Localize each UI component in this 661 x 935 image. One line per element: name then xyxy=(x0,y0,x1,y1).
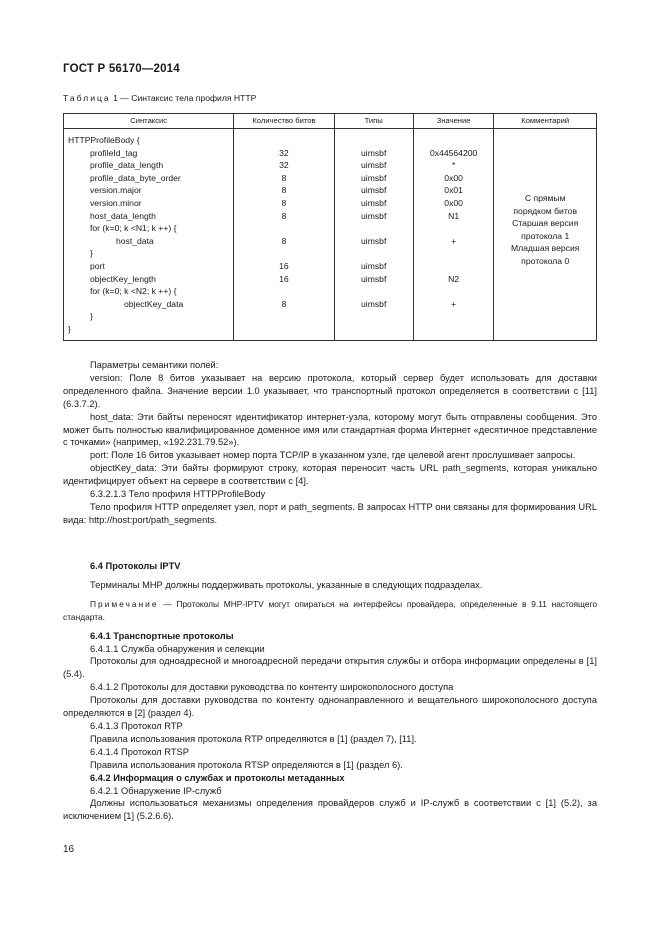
semantics-section xyxy=(63,359,597,527)
type-value: uimsbf xyxy=(361,235,387,246)
paragraph: Терминалы МНР должны поддерживать протоколы, указанные в следующих подразделах. xyxy=(90,579,483,590)
paragraph: Должны использоваться механизмы определения провайдеров служб и IP-служб в соответствии с [1] (5.2), за исключением [1] (5.2.6.6). xyxy=(63,798,597,822)
comment-line: протокола 0 xyxy=(521,255,570,266)
field-value: N1 xyxy=(448,210,460,221)
field-value: N2 xyxy=(448,273,460,284)
note xyxy=(63,598,597,624)
paragraph: Параметры семантики полей: xyxy=(90,360,219,370)
type-value: uimsbf xyxy=(361,273,387,284)
field-value xyxy=(414,260,494,273)
type-value xyxy=(335,323,413,336)
type-value: uimsbf xyxy=(361,260,387,271)
syntax-line: } xyxy=(90,311,93,322)
table-header-row xyxy=(64,114,597,129)
field-value xyxy=(414,247,494,260)
field-value: + xyxy=(451,235,457,246)
column-header-types: Типы xyxy=(334,114,413,129)
table-body-row xyxy=(64,129,597,341)
syntax-line: port xyxy=(90,260,105,271)
bits-value xyxy=(234,285,333,298)
subsection-heading: 6.4.1.2 Протоколы для доставки руководства по контенту широкополосного доступа xyxy=(90,682,454,693)
type-value: uimsbf xyxy=(361,298,387,309)
paragraph: Правила использования протокола RTSP определяются в [1] (раздел 6). xyxy=(90,759,403,770)
syntax-line: for (k=0; k <N1; k ++) { xyxy=(90,223,177,234)
type-value xyxy=(335,222,413,235)
field-value: + xyxy=(451,298,457,309)
bits-cell xyxy=(234,129,334,341)
paragraph: Тело профиля HTTP определяет узел, порт и path_segments. В запросах HTTP они связаны для формирования URL вида: http://host:port/path_segments. xyxy=(63,501,597,525)
comment-line: С прямым xyxy=(524,193,566,203)
bits-value: 8 xyxy=(281,172,287,183)
type-value: uimsbf xyxy=(361,172,387,183)
syntax-line: HTTPProfileBody { xyxy=(68,135,140,145)
syntax-cell xyxy=(64,129,234,341)
bits-value xyxy=(234,222,333,235)
comment-cell xyxy=(494,129,597,341)
type-value xyxy=(335,310,413,323)
section-heading: 6.4.1 Транспортные протоколы xyxy=(90,630,234,641)
note-label: Примечание xyxy=(90,598,159,609)
field-value xyxy=(414,285,494,298)
type-value xyxy=(335,285,413,298)
column-header-value: Значение xyxy=(413,114,494,129)
paragraph: objectKey_data: Эти байты формируют строку, которая переносит часть URL path_segments, которая уникально идентифицирует объект на сервере в соответствии с [4]. xyxy=(63,463,597,487)
bits-value: 8 xyxy=(281,197,287,208)
table-caption-text: 1 — Синтаксис тела профиля HTTP xyxy=(113,93,257,103)
document-header: ГОСТ Р 56170—2014 xyxy=(63,63,180,75)
iptv-section xyxy=(63,560,597,823)
syntax-line: version.major xyxy=(90,185,142,196)
field-value: 0x44564200 xyxy=(429,147,478,158)
field-value: 0x01 xyxy=(444,185,463,196)
bits-value xyxy=(234,134,333,147)
section-heading: 6.4 Протоколы IPTV xyxy=(90,561,181,571)
column-header-comment: Комментарий xyxy=(494,114,597,129)
note-text: — Протоколы МНР-IPTV могут опираться на интерфейсы провайдера, определенные в 9.11 настоящего стандарта. xyxy=(63,598,598,622)
syntax-line: objectKey_length xyxy=(90,273,156,284)
syntax-line: for (k=0; k <N2; k ++) { xyxy=(90,286,177,297)
paragraph: host_data: Эти байты переносят идентификатор интернет-узла, которому могут быть отправлены сообщения. Это может быть полностью квалифицированное доменное имя или стандартная форма Интернет «десятичное представление с точками» (например, «192.231.79.52»). xyxy=(63,411,597,448)
subsection-heading: 6.4.1.4 Протокол RTSP xyxy=(90,746,189,757)
comment-line: Младшая версия xyxy=(510,243,580,254)
types-cell xyxy=(334,129,413,341)
comment-line: порядком битов xyxy=(513,205,578,216)
syntax-line: } xyxy=(90,248,93,259)
field-value: * xyxy=(451,160,456,171)
field-value xyxy=(414,222,494,235)
subsection-heading: 6.3.2.1.3 Тело профиля HTTPProfileBody xyxy=(90,489,266,500)
bits-value xyxy=(234,247,333,260)
syntax-line: profile_data_length xyxy=(90,160,164,171)
bits-value: 8 xyxy=(281,210,287,221)
field-value xyxy=(414,134,494,147)
bits-value: 32 xyxy=(279,147,289,158)
bits-value xyxy=(234,310,333,323)
bits-value: 8 xyxy=(281,235,287,246)
type-value: uimsbf xyxy=(361,197,387,208)
bits-value: 32 xyxy=(279,160,289,171)
bits-value: 8 xyxy=(281,185,287,196)
bits-value: 16 xyxy=(279,273,289,284)
paragraph: Правила использования протокола RTP определяются в [1] (раздел 7), [11]. xyxy=(90,733,417,744)
comment-line: Старшая версия xyxy=(512,218,579,229)
syntax-line: profile_data_byte_order xyxy=(90,172,181,183)
field-value: 0x00 xyxy=(444,172,463,183)
type-value: uimsbf xyxy=(361,160,387,171)
paragraph: version: Поле 8 битов указывает на версию протокола, который сервер будет использовать для доставки определенного файла. Значение версии 1.0 указывает, что транспортный протокол определяется в соответствии с [11] (6.3.7.2). xyxy=(63,372,597,409)
syntax-line: host_data_length xyxy=(90,210,156,221)
bits-value: 16 xyxy=(279,260,289,271)
type-value xyxy=(335,134,413,147)
paragraph: Протоколы для доставки руководства по контенту однонаправленного и вещательного широкополосного доступа определяются в [2] (раздел 4). xyxy=(63,695,597,719)
comment-line: протокола 1 xyxy=(521,230,570,241)
syntax-table xyxy=(63,113,597,341)
values-cell xyxy=(413,129,494,341)
paragraph: port: Поле 16 битов указывает номер порта TCP/IP в указанном узле, где целевой агент прослушивает запросы. xyxy=(90,450,576,461)
table-caption xyxy=(63,93,256,103)
field-value xyxy=(414,323,494,336)
syntax-line: version.minor xyxy=(90,197,142,208)
syntax-line: profileId_tag xyxy=(90,147,138,158)
paragraph: Протоколы для одноадресной и многоадресной передачи открытия службы и отбора информации определены в [1] (5.4). xyxy=(63,656,597,680)
subsection-heading: 6.4.1.1 Служба обнаружения и селекции xyxy=(90,643,265,654)
table-caption-label: Таблица xyxy=(63,93,111,103)
type-value xyxy=(335,247,413,260)
bits-value xyxy=(234,323,333,336)
field-value: 0x00 xyxy=(444,197,463,208)
column-header-bits: Количество битов xyxy=(234,114,334,129)
page-number: 16 xyxy=(63,844,75,855)
subsection-heading: 6.4.1.3 Протокол RTP xyxy=(90,720,183,731)
section-heading: 6.4.2 Информация о службах и протоколы метаданных xyxy=(90,772,345,783)
type-value: uimsbf xyxy=(361,185,387,196)
subsection-heading: 6.4.2.1 Обнаружение IP-служб xyxy=(90,785,222,796)
type-value: uimsbf xyxy=(361,210,387,221)
bits-value: 8 xyxy=(281,298,287,309)
field-value xyxy=(414,310,494,323)
syntax-line: objectKey_data xyxy=(124,298,184,309)
syntax-line: } xyxy=(68,323,71,334)
type-value: uimsbf xyxy=(361,147,387,158)
syntax-line: host_data xyxy=(116,235,154,246)
column-header-syntax: Синтаксис xyxy=(64,114,234,129)
